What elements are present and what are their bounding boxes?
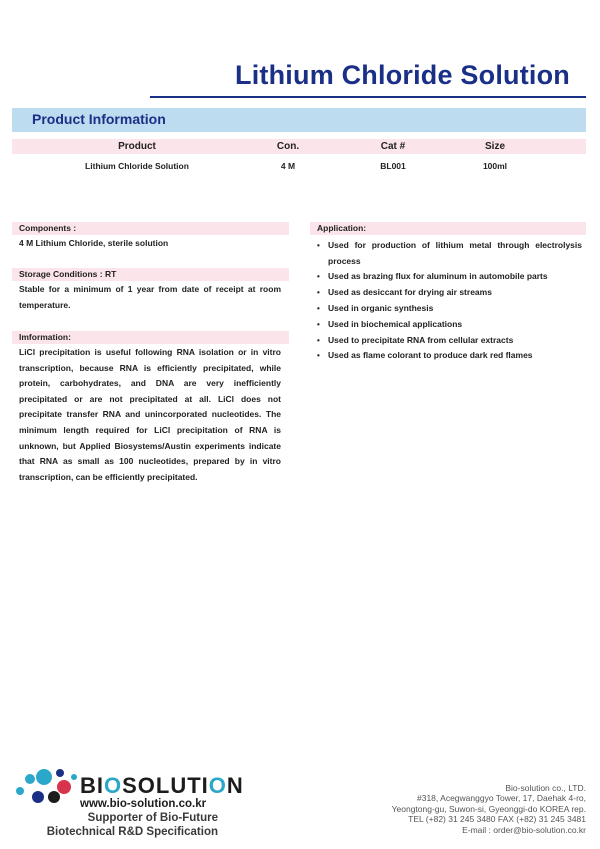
storage-heading [12, 268, 289, 281]
bullet-icon: • [317, 272, 320, 282]
list-item [316, 269, 582, 285]
list-item [316, 285, 582, 301]
cell-concentration: 4 M [280, 161, 296, 171]
bullet-icon: • [317, 335, 320, 345]
cell-product: Lithium Chloride Solution [85, 161, 189, 171]
list-item [316, 348, 582, 364]
storage-heading-label: Storage Conditions : [19, 269, 103, 279]
list-item [316, 301, 582, 317]
bullet-icon: • [317, 288, 320, 298]
application-item-text: Used to precipitate RNA from cellular extracts [328, 334, 514, 345]
bullet-icon: • [317, 319, 320, 329]
cell-cat: BL001 [380, 161, 406, 171]
address-line: Yeongtong-gu, Suwon-si, Gyeonggi-do KOREA rep. [391, 803, 586, 814]
address-line: Bio-solution co., LTD. [505, 783, 586, 793]
storage-text: Stable for a minimum of 1 year from date of receipt at room temperature. [19, 284, 281, 310]
cell-size: 100ml [482, 161, 508, 171]
address-line: #318, Acegwanggyo Tower, 17, Daehak 4-ro, [416, 793, 586, 804]
application-heading-label: Application: [317, 223, 367, 233]
biosolution-wordmark [80, 773, 244, 799]
product-table-header [12, 139, 586, 154]
page-title: Lithium Chloride Solution [235, 60, 570, 90]
information-heading-label: Imformation: [19, 332, 71, 342]
list-item [316, 317, 582, 333]
bullet-icon: • [317, 303, 320, 313]
website-url: www.bio-solution.co.kr [80, 798, 207, 810]
col-header-concentration: Con. [276, 141, 300, 152]
application-item-text: Used as flame colorant to produce dark red flames [328, 350, 533, 361]
company-address-block [392, 783, 586, 835]
list-item [316, 333, 582, 349]
col-header-size: Size [484, 141, 506, 152]
information-heading [12, 331, 289, 344]
application-item-text: Used as brazing flux for aluminum in automobile parts [328, 271, 548, 282]
product-information-heading: Product Information [32, 111, 166, 127]
application-item-text: Used in organic synthesis [328, 302, 434, 313]
col-header-product: Product [118, 141, 156, 152]
wordmark-o: O [208, 773, 227, 798]
col-header-cat: Cat # [380, 141, 406, 152]
application-item-text: Used as desiccant for drying air streams [328, 287, 492, 298]
components-heading-label: Components : [19, 223, 77, 233]
application-list [316, 238, 582, 364]
wordmark-part: BI [80, 773, 104, 798]
information-text: LiCl precipitation is useful following RNA isolation or in vitro transcription, because RNA is efficiently precipitated, while protein, carbohydrates, and DNA are very inefficiently precipitated or are not precipitated at all. LiCl does not precipitate transfer RNA and unincorporated nucleotides. The minimum length required for LiCl precipitation of RNA is unknown, but Applied Biosystems/Austin experiments indicate that RNA as small as 100 nucleotides, prepared by in vitro transcription, can be efficiently precipitated. [19, 347, 281, 482]
components-heading [12, 222, 289, 235]
wordmark-part: SOLUTI [122, 773, 209, 798]
bullet-icon: • [317, 351, 320, 361]
components-text: 4 M Lithium Chloride, sterile solution [19, 238, 169, 248]
application-item-text: Used for production of lithium metal through electrolysis process [328, 240, 582, 266]
tagline-supporter: Supporter of Bio-Future [87, 812, 218, 824]
wordmark-o: O [104, 773, 123, 798]
address-line: E-mail : order@bio-solution.co.kr [462, 824, 586, 835]
product-information-banner [12, 108, 586, 132]
list-item [316, 238, 582, 269]
title-underline [150, 96, 586, 98]
application-heading [310, 222, 586, 235]
storage-value: RT [104, 269, 117, 279]
biosolution-logo-icon [14, 767, 80, 807]
table-row [12, 159, 586, 173]
application-item-text: Used in biochemical applications [328, 318, 463, 329]
bullet-icon: • [317, 241, 320, 250]
tagline-specification: Biotechnical R&D Specification [46, 826, 218, 838]
address-line: TEL (+82) 31 245 3480 FAX (+82) 31 245 3481 [408, 814, 586, 825]
wordmark-part: N [226, 773, 244, 798]
